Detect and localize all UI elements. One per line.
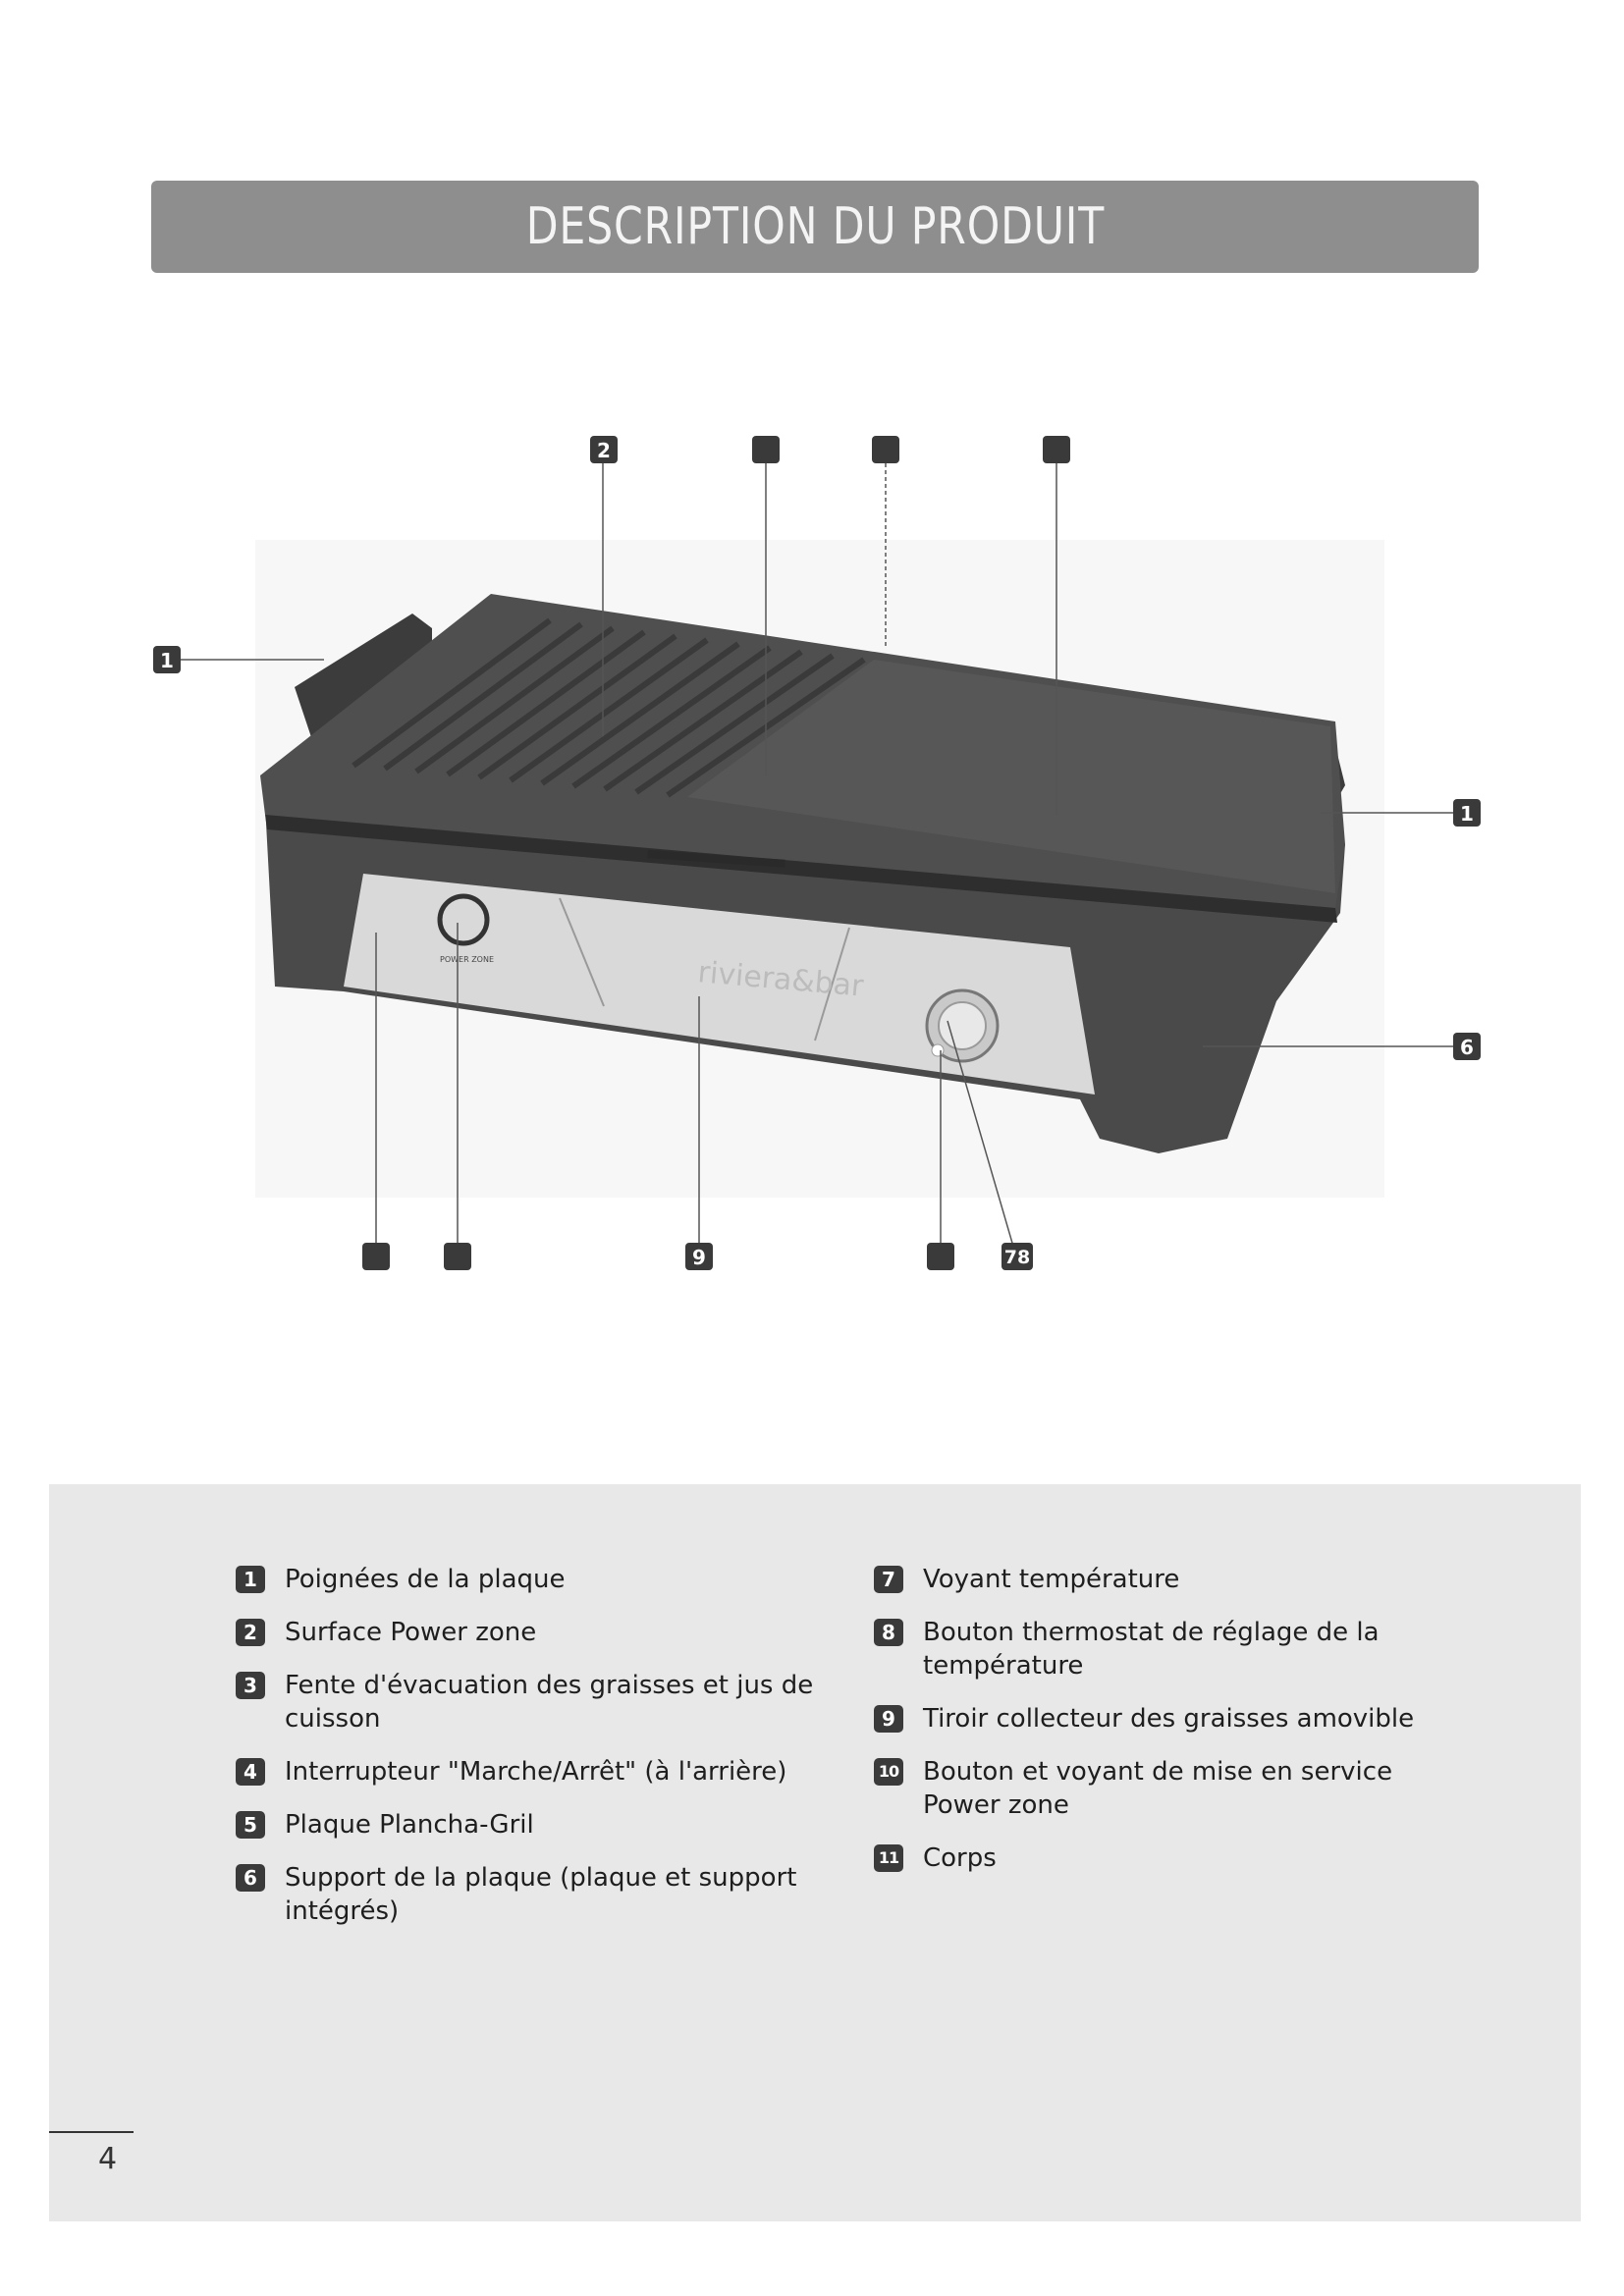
temperature-light xyxy=(932,1044,944,1056)
legend-text: Voyant température xyxy=(923,1565,1180,1594)
callout-4 xyxy=(872,436,899,463)
callout-6 xyxy=(1453,1033,1481,1060)
legend-item xyxy=(236,1861,825,1928)
legend-number: 11 xyxy=(874,1844,903,1872)
svg-text:9: 9 xyxy=(692,1246,706,1269)
legend-text: Fente d'évacuation des graisses et jus de cuisson xyxy=(285,1671,814,1734)
legend-item xyxy=(874,1616,1463,1682)
legend-text: Bouton thermostat de réglage de la température xyxy=(923,1618,1380,1681)
legend-item xyxy=(874,1755,1463,1822)
callout-5 xyxy=(1043,436,1070,463)
legend-text: Interrupteur "Marche/Arrêt" (à l'arrière) xyxy=(285,1757,787,1787)
callout-1-right xyxy=(1453,799,1481,827)
legend-panel xyxy=(49,1484,1581,2221)
legend-number: 4 xyxy=(236,1758,265,1786)
callout-3 xyxy=(752,436,780,463)
legend-number: 10 xyxy=(874,1758,903,1786)
svg-text:2: 2 xyxy=(597,439,611,462)
section-title-bar xyxy=(151,181,1479,273)
callout-bottom-1 xyxy=(362,1243,390,1270)
legend-text: Bouton et voyant de mise en service Power zone xyxy=(923,1757,1393,1820)
legend-item xyxy=(236,1808,825,1842)
legend-item xyxy=(874,1702,1463,1735)
page-number-rule xyxy=(49,2131,134,2133)
legend-item xyxy=(236,1563,825,1596)
legend-text: Poignées de la plaque xyxy=(285,1565,566,1594)
callout-bottom-2 xyxy=(444,1243,471,1270)
svg-text:1: 1 xyxy=(1460,802,1474,826)
svg-text:6: 6 xyxy=(1460,1036,1474,1059)
legend-item xyxy=(236,1616,825,1649)
legend-text: Surface Power zone xyxy=(285,1618,537,1647)
legend-item xyxy=(236,1669,825,1735)
legend-number: 9 xyxy=(874,1705,903,1733)
callout-9 xyxy=(685,1243,713,1270)
legend-item xyxy=(874,1842,1463,1875)
legend-item xyxy=(874,1563,1463,1596)
legend-text: Support de la plaque (plaque et support intégrés) xyxy=(285,1863,797,1926)
legend-text: Tiroir collecteur des graisses amovible xyxy=(923,1704,1415,1734)
legend-text: Plaque Plancha-Gril xyxy=(285,1810,534,1840)
callout-78 xyxy=(1001,1243,1033,1270)
legend-column-right xyxy=(874,1563,1463,1895)
svg-text:78: 78 xyxy=(1003,1247,1031,1268)
legend-number: 7 xyxy=(874,1566,903,1593)
legend-text: Corps xyxy=(923,1843,997,1873)
legend-column-left xyxy=(236,1563,825,1948)
legend-item xyxy=(236,1755,825,1789)
callout-2 xyxy=(590,436,618,463)
legend-number: 3 xyxy=(236,1672,265,1699)
power-zone-label: POWER ZONE xyxy=(440,955,495,964)
legend-number: 6 xyxy=(236,1864,265,1892)
brand-logo: riviera&bar xyxy=(696,955,865,1004)
section-title: DESCRIPTION DU PRODUIT xyxy=(525,197,1105,256)
legend-number: 2 xyxy=(236,1619,265,1646)
legend-number: 8 xyxy=(874,1619,903,1646)
page-number: 4 xyxy=(98,2142,118,2176)
callout-1-left xyxy=(153,646,181,673)
legend-number: 1 xyxy=(236,1566,265,1593)
callout-bottom-4 xyxy=(927,1243,954,1270)
product-diagram xyxy=(0,393,1624,1335)
svg-text:1: 1 xyxy=(160,649,174,672)
legend-number: 5 xyxy=(236,1811,265,1839)
